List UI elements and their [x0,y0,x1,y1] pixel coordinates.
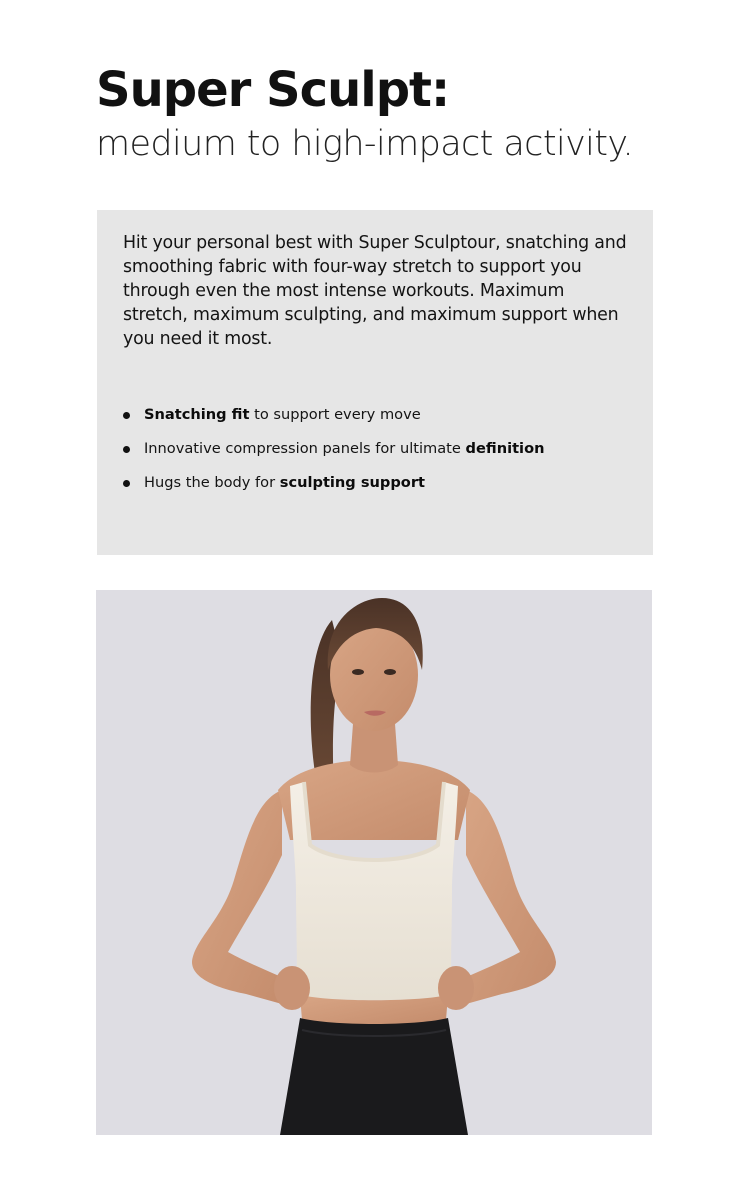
feature-item [123,437,544,471]
feature-text-bold: definition [465,440,545,457]
product-info-box [97,210,653,555]
bullet-icon [123,480,130,487]
model-illustration [96,590,652,1135]
feature-list [123,403,544,505]
product-description: Hit your personal best with Super Sculptour, snatching and smoothing fabric with four-way stretch to support you through even the most intense workouts. Maximum stretch, maximum sculpting, and maximum support when you need it most. [123,233,627,349]
bullet-icon [123,446,130,453]
feature-item [123,403,544,437]
feature-text-bold: Snatching fit [144,406,250,423]
page-title: Super Sculpt: [96,62,450,118]
page-subtitle: medium to high-impact activity. [96,124,634,164]
product-photo [96,590,652,1135]
feature-text-post: to support every move [249,406,421,423]
feature-item [123,471,544,505]
feature-text-pre: Innovative compression panels for ultimate [144,440,466,457]
feature-text-bold: sculpting support [279,474,426,491]
bullet-icon [123,412,130,419]
feature-text-pre: Hugs the body for [144,474,280,491]
